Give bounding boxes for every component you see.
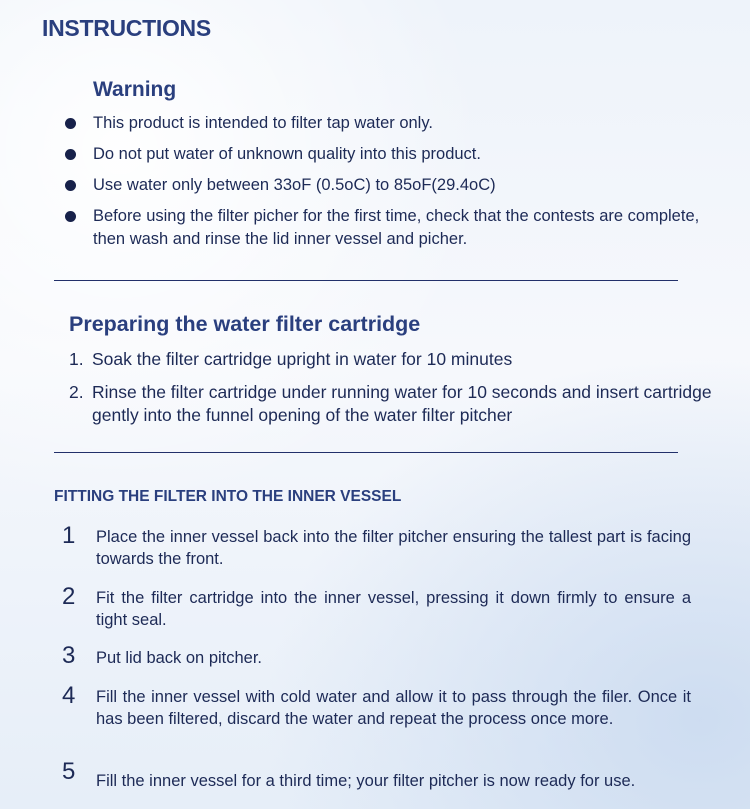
step-number: 1 [62, 522, 76, 549]
step-text: Fit the filter cartridge into the inner vessel, pressing it down firmly to ensure a tight seal. [96, 589, 691, 629]
step-text: Put lid back on pitcher. [96, 649, 263, 667]
step-number: 4 [62, 682, 76, 709]
bullet-icon [65, 180, 76, 191]
step-number: 1. [69, 349, 84, 369]
warning-item-text: Do not put water of unknown quality into this product. [93, 145, 481, 163]
step-text: Place the inner vessel back into the filter pitcher ensuring the tallest part is facing towards the front. [96, 528, 691, 568]
bullet-icon [65, 149, 76, 160]
step-text: Soak the filter cartridge upright in water for 10 minutes [92, 349, 513, 369]
preparing-heading: Preparing the water filter cartridge [69, 312, 421, 336]
step-number: 3 [62, 642, 76, 669]
bullet-icon [65, 118, 76, 129]
fitting-heading: FITTING THE FILTER INTO THE INNER VESSEL [54, 488, 402, 505]
section-divider [54, 452, 678, 453]
step-number: 5 [62, 758, 76, 785]
step-text: Fill the inner vessel with cold water and allow it to pass through the filer. Once it has been filtered, discard the water and repeat the process once more. [96, 688, 691, 728]
warning-item-text: Before using the filter picher for the first time, check that the contests are complete, then wash and rinse the lid inner vessel and picher. [93, 207, 700, 248]
section-divider [54, 280, 678, 281]
step-number: 2 [62, 583, 76, 610]
page-title: INSTRUCTIONS [42, 15, 211, 41]
bullet-icon [65, 211, 76, 222]
step-number: 2. [69, 382, 84, 402]
warning-item-text: This product is intended to filter tap water only. [93, 114, 433, 132]
step-text: Fill the inner vessel for a third time; your filter pitcher is now ready for use. [96, 772, 636, 790]
step-text: Rinse the filter cartridge under running water for 10 seconds and insert cartridge gently into the funnel opening of the water filter pitcher [92, 382, 712, 425]
warning-heading: Warning [93, 78, 177, 101]
warning-item-text: Use water only between 33oF (0.5oC) to 85oF(29.4oC) [93, 176, 496, 194]
